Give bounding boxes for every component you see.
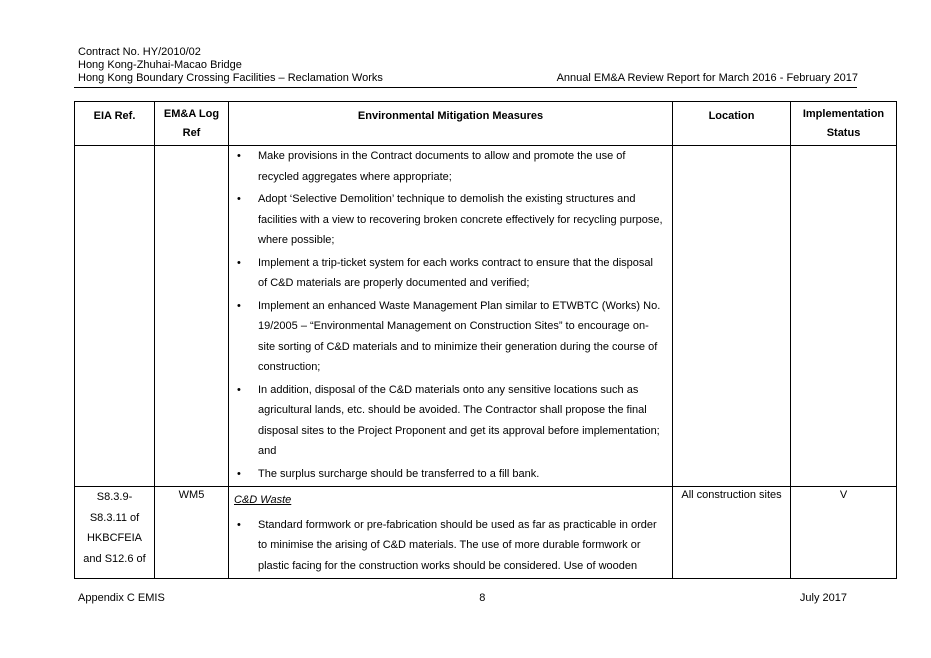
- list-item: • In addition, disposal of the C&D materials onto any sensitive locations such as agricultural lands, etc. should be avoided. The Contractor shall propose the final disposal sites to the Project Proponent and get its approval before implementation; and: [229, 380, 664, 462]
- row1-log-ref: [155, 146, 229, 487]
- row2-status: V: [791, 487, 897, 579]
- list-item: • Implement an enhanced Waste Management Plan similar to ETWBTC (Works) No. 19/2005 – “Environmental Management on Construction Sites” to encourage on-site sorting of C&D materials and to minimize their generation during the course of construction;: [229, 296, 664, 378]
- header-measures: Environmental Mitigation Measures: [229, 102, 673, 146]
- section-title-cd-waste: C&D Waste: [234, 494, 292, 506]
- row2-location: All construction sites: [673, 487, 791, 579]
- header-log-ref-line2: Ref: [182, 127, 201, 139]
- page-footer: [78, 592, 847, 604]
- eia-ref-line: and S12.6 of: [83, 552, 146, 565]
- row2-log-ref: WM5: [155, 487, 229, 579]
- row1-measures: [229, 146, 673, 487]
- eia-ref-line: HKBCFEIA: [86, 532, 142, 544]
- row1-location: [673, 146, 791, 487]
- table-row: [75, 146, 897, 487]
- page-header: [78, 46, 858, 85]
- header-location: Location: [673, 102, 791, 146]
- header-eia-ref: EIA Ref.: [75, 102, 155, 146]
- row2-measures: [229, 487, 673, 579]
- row1-bullet-list: [229, 146, 672, 484]
- eia-ref-line: S8.3.9-: [96, 491, 133, 503]
- row1-eia-ref: [75, 146, 155, 487]
- row1-status: [791, 146, 897, 487]
- table-row: [75, 487, 897, 579]
- row2-bullet-list: [229, 515, 672, 577]
- contract-number: Contract No. HY/2010/02: [78, 46, 201, 58]
- eia-ref-line: S8.3.11 of: [89, 511, 140, 524]
- list-item: • Implement a trip-ticket system for each works contract to ensure that the disposal of C&D materials are properly documented and verified;: [229, 253, 664, 294]
- footer-date: July 2017: [799, 592, 847, 604]
- header-status-line2: Status: [826, 127, 861, 139]
- list-item: • Make provisions in the Contract documents to allow and promote the use of recycled aggregates where appropriate;: [229, 146, 664, 187]
- works-name: Hong Kong Boundary Crossing Facilities – Reclamation Works: [78, 72, 383, 84]
- page-number: 8: [479, 592, 486, 604]
- row2-eia-ref: [75, 487, 155, 579]
- report-title: Annual EM&A Review Report for March 2016 - February 2017: [556, 72, 858, 84]
- header-rule: [74, 87, 857, 88]
- header-status-line1: Implementation: [802, 108, 885, 120]
- list-item: • The surplus surcharge should be transferred to a fill bank.: [229, 464, 664, 485]
- footer-appendix: Appendix C EMIS: [78, 592, 165, 604]
- header-log-ref: [155, 102, 229, 146]
- header-log-ref-line1: EM&A Log: [163, 108, 220, 120]
- table-header-row: [75, 102, 897, 146]
- mitigation-measures-table: [74, 101, 897, 579]
- list-item: • Adopt ‘Selective Demolition’ technique to demolish the existing structures and facilities with a view to recovering broken concrete effectively for recycling purpose, where possible;: [229, 189, 664, 251]
- project-name: Hong Kong-Zhuhai-Macao Bridge: [78, 59, 242, 71]
- list-item: • Standard formwork or pre-fabrication should be used as far as practicable in order to minimise the arising of C&D materials. The use of more durable formwork or plastic facing for the construction works should be considered. Use of wooden: [229, 515, 664, 577]
- header-status: [791, 102, 897, 146]
